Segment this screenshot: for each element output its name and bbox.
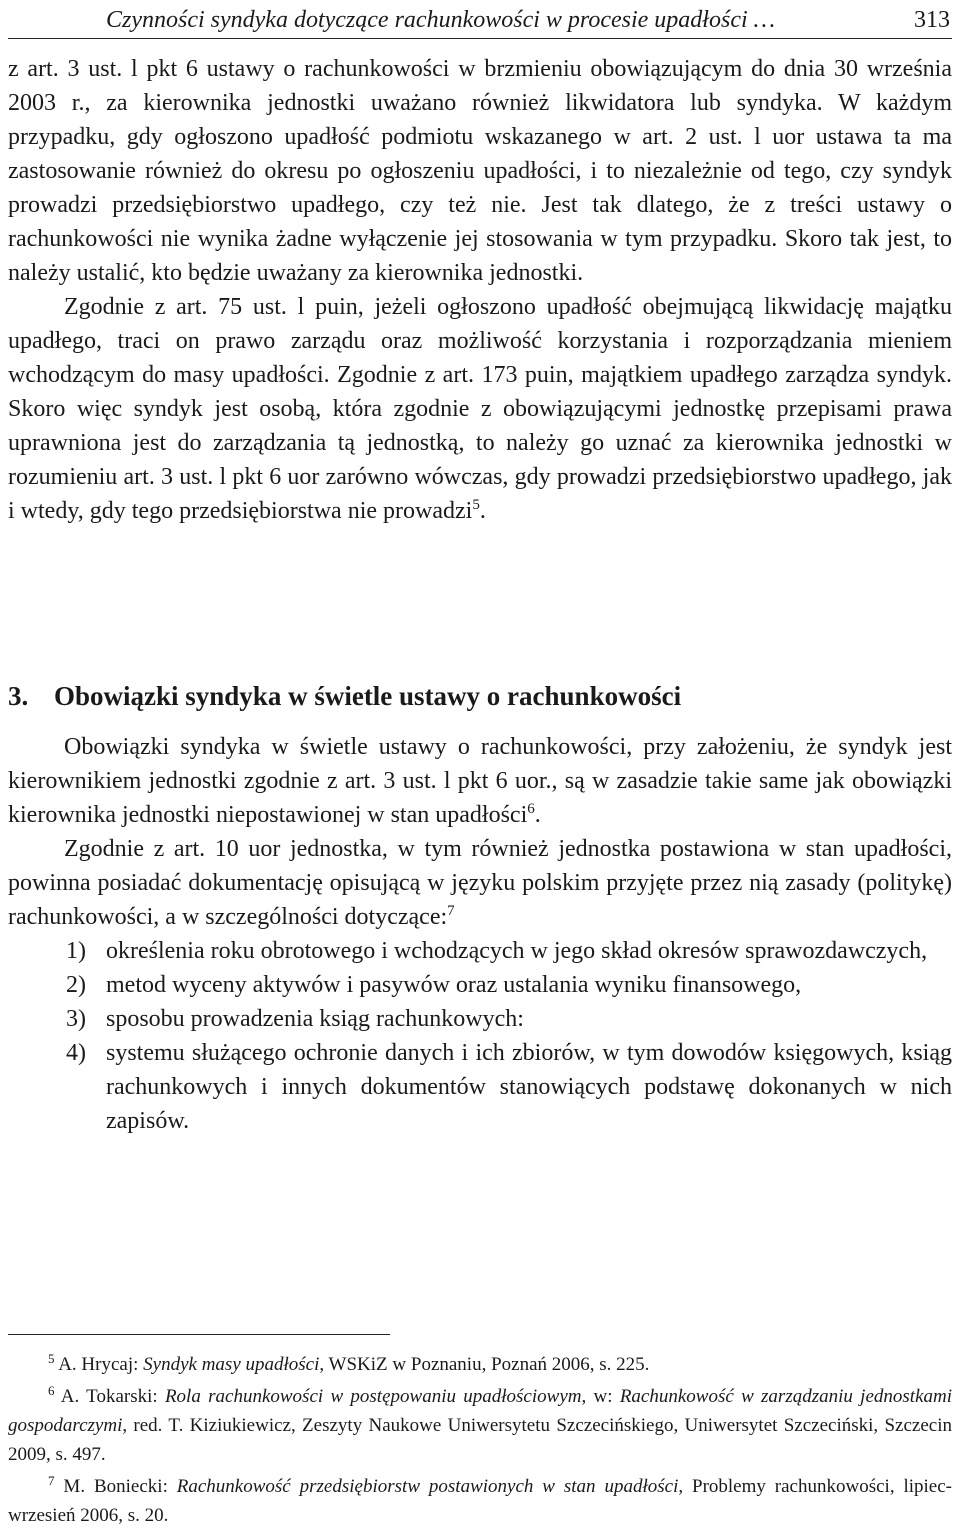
footnote-mid: , w: <box>581 1386 620 1407</box>
footnote-author: A. Tokarski: <box>60 1386 165 1407</box>
list-item <box>8 1036 952 1138</box>
paragraph-2-text: Zgodnie z art. 75 ust. l puin, jeżeli ogłoszono upadłość obejmującą likwidację majątku upadłego, traci on prawo zarządu oraz możliwość korzystania i rozporządzania mieniem wchodzącym do masy upadłości. Zgodnie z art. 173 puin, majątkiem upadłego zarządza syndyk. Skoro więc syndyk jest osobą, która zgodnie z obowiązującymi jednostkę przepisami prawa uprawniona jest do zarządzania tą jednostką, to należy go uznać za kierownika jednostki w rozumieniu art. 3 ust. l pkt 6 uor zarówno wówczas, gdy prowadzi przedsiębiorstwo upadłego, jak i wtedy, gdy tego przedsiębiorstwa nie prowadzi <box>8 294 952 524</box>
footnote-title: Rachunkowość przedsiębiorstw postawionych w stan upadłości <box>176 1476 679 1497</box>
section-paragraph-2-text: Zgodnie z art. 10 uor jednostka, w tym również jednostka postawiona w stan upadłości, powinna posiadać dokumentację opisującą w języku polskim przyjęte przez nią zasady (politykę) rachunkowości, a w szczególności dotyczące: <box>8 836 952 930</box>
running-header <box>8 2 952 39</box>
footnote-ref-7: 7 <box>447 903 455 919</box>
paragraph-2 <box>8 290 952 528</box>
list-item <box>8 968 952 1002</box>
section-paragraph-2 <box>8 832 952 934</box>
list-item-text: określenia roku obrotowego i wchodzących w jego skład okresów sprawozdawczych, <box>106 938 928 964</box>
main-text-top <box>8 52 952 528</box>
section-paragraph-1-end: . <box>534 802 541 828</box>
list-item-number: 4) <box>66 1040 86 1066</box>
footnote-rest: , WSKiZ w Poznaniu, Poznań 2006, s. 225. <box>319 1354 650 1375</box>
list-item <box>8 934 952 968</box>
footnote-7 <box>8 1472 952 1530</box>
footnote-title-2: Rachunkowość w zarządzaniu jednostkami gospodarczymi <box>8 1386 952 1436</box>
paragraph-2-end: . <box>479 498 486 524</box>
footnotes <box>8 1350 952 1533</box>
footnote-5 <box>8 1350 952 1379</box>
list-item <box>8 1002 952 1036</box>
list-item-number: 3) <box>66 1006 86 1032</box>
policy-list <box>8 934 952 1138</box>
list-item-text: sposobu prowadzenia ksiąg rachunkowych: <box>106 1006 524 1032</box>
footnote-title: Syndyk masy upadłości <box>143 1354 320 1375</box>
section-paragraph-1 <box>8 730 952 832</box>
footnote-ref-6: 6 <box>527 801 535 817</box>
footnote-ref-5: 5 <box>472 497 480 513</box>
page-number: 313 <box>914 7 950 33</box>
footnote-separator <box>8 1334 390 1335</box>
list-item-number: 2) <box>66 972 86 998</box>
section-paragraph-1-text: Obowiązki syndyka w świetle ustawy o rachunkowości, przy założeniu, że syndyk jest kierownikiem jednostki zgodnie z art. 3 ust. l pkt 6 uor., są w zasadzie takie same jak obowiązki kierownika jednostki niepostawionej w stan upadłości <box>8 734 952 828</box>
paragraph-1: z art. 3 ust. l pkt 6 ustawy o rachunkowości w brzmieniu obowiązującym do dnia 30 września 2003 r., za kierownika jednostki uważano również likwidatora lub syndyka. W każdym przypadku, gdy ogłoszono upadłość podmiotu wskazanego w art. 2 ust. l uor ustawa ta ma zastosowanie również do okresu po ogłoszeniu upadłości, i to niezależnie od tego, czy syndyk prowadzi przedsiębiorstwo upadłego, czy też nie. Jest tak dlatego, że z treści ustawy o rachunkowości nie wynika żadne wyłączenie jej stosowania w tym przypadku. Skoro tak jest, to należy ustalić, kto będzie uważany za kierownika jednostki. <box>8 56 952 286</box>
main-text-section <box>8 730 952 1138</box>
footnote-number: 6 <box>48 1383 55 1398</box>
footnote-rest: , Problemy rachunkowości, lipiec-wrzesień 2006, s. 20. <box>8 1476 953 1526</box>
footnote-number: 5 <box>48 1351 55 1366</box>
running-title: Czynności syndyka dotyczące rachunkowości w procesie upadłości … <box>106 7 775 33</box>
list-item-text: metod wyceny aktywów i pasywów oraz ustalania wyniku finansowego, <box>106 972 802 998</box>
section-title: Obowiązki syndyka w świetle ustawy o rachunkowości <box>54 681 682 711</box>
footnote-title: Rola rachunkowości w postępowaniu upadłościowym <box>164 1386 582 1407</box>
list-item-text: systemu służącego ochronie danych i ich zbiorów, w tym dowodów księgowych, ksiąg rachunkowych i innych dokumentów stanowiących podstawę dokonanych w nich zapisów. <box>106 1040 952 1134</box>
section-heading <box>8 676 681 716</box>
footnote-author: A. Hrycaj: <box>58 1354 144 1375</box>
section-number: 3. <box>8 681 29 711</box>
list-item-number: 1) <box>66 938 86 964</box>
footnote-number: 7 <box>48 1473 55 1488</box>
footnote-rest: , red. T. Kiziukiewicz, Zeszyty Naukowe Uniwersytetu Szczecińskiego, Uniwersytet Szczeciński, Szczecin 2009, s. 497. <box>8 1415 952 1465</box>
footnote-6 <box>8 1382 952 1469</box>
footnote-author: M. Boniecki: <box>63 1476 177 1497</box>
